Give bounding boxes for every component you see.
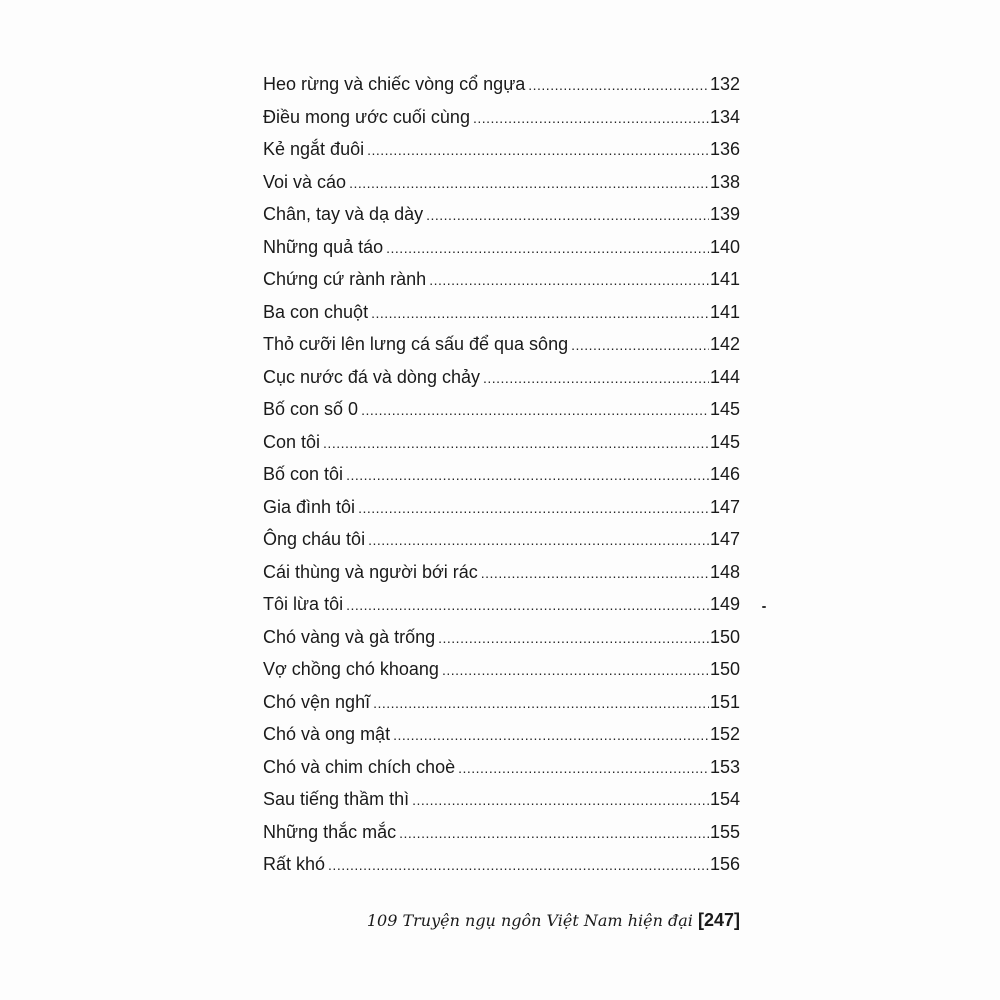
- toc-entry: [263, 497, 740, 530]
- toc-entry: [263, 789, 740, 822]
- toc-entry-title: Cục nước đá và dòng chảy: [263, 366, 480, 387]
- toc-entry-page-number: 147: [709, 529, 740, 549]
- toc-entry-page-number: 148: [709, 561, 740, 582]
- toc-dot-leader: [442, 663, 709, 677]
- toc-entry-title: Heo rừng và chiếc vòng cổ ngựa: [263, 74, 526, 94]
- toc-dot-leader: [481, 566, 709, 580]
- toc-entry-title: Kẻ ngắt đuôi: [263, 139, 365, 159]
- toc-entry-title: Cái thùng và người bới rác: [263, 561, 478, 582]
- toc-dot-leader: [393, 728, 709, 742]
- toc-dot-leader: [349, 176, 709, 190]
- toc-entry-title: Rất khó: [263, 854, 326, 874]
- toc-entry: [263, 594, 740, 627]
- toc-entry-page-number: 140: [709, 236, 740, 257]
- page-footer: [330, 910, 740, 931]
- footer-page-number: [247]: [697, 910, 740, 930]
- toc-entry: [263, 334, 740, 367]
- toc-entry-title: Chân, tay và dạ dày: [263, 204, 424, 224]
- toc-dot-leader: [399, 826, 709, 840]
- toc-entry-page-number: 142: [709, 334, 740, 354]
- toc-entry-page-number: 141: [709, 269, 740, 289]
- toc-entry-title: Chó và ong mật: [263, 724, 391, 744]
- toc-entry-page-number: 145: [709, 399, 740, 419]
- footer-book-title: 109 Truyện ngụ ngôn Việt Nam hiện đại: [366, 911, 693, 930]
- toc-entry-title: Ba con chuột: [263, 301, 369, 322]
- toc-entry-page-number: 141: [709, 301, 740, 322]
- toc-entry-page-number: 150: [709, 659, 740, 679]
- toc-entry-title: Ông cháu tôi: [263, 529, 366, 549]
- toc-entry-page-number: 154: [709, 789, 740, 809]
- toc-entry: [263, 529, 740, 562]
- toc-dot-leader: [328, 858, 709, 872]
- toc-dot-leader: [458, 761, 709, 775]
- toc-entry-title: Bố con số 0: [263, 399, 359, 419]
- toc-entry-page-number: 136: [709, 139, 740, 159]
- toc-entry: [263, 367, 740, 400]
- toc-entry-title: Thỏ cưỡi lên lưng cá sấu để qua sông: [263, 334, 569, 354]
- toc-entry-title: Chó vàng và gà trống: [263, 626, 436, 647]
- toc-entry-page-number: 151: [709, 691, 740, 712]
- toc-dot-leader: [358, 501, 709, 515]
- toc-entry-page-number: 138: [709, 171, 740, 192]
- toc-dot-leader: [368, 533, 709, 547]
- toc-entry-title: Vợ chồng chó khoang: [263, 659, 439, 679]
- toc-entry: [263, 659, 740, 692]
- toc-entry: [263, 139, 740, 172]
- toc-dot-leader: [361, 403, 709, 417]
- toc-entry: [263, 562, 740, 595]
- toc-entry-page-number: 153: [709, 756, 740, 777]
- toc-entry: [263, 432, 740, 465]
- toc-entry: [263, 172, 740, 205]
- toc-dot-leader: [346, 468, 709, 482]
- toc-entry-page-number: 146: [709, 464, 740, 484]
- toc-entry: [263, 757, 740, 790]
- toc-dot-leader: [438, 631, 709, 645]
- toc-entry: [263, 692, 740, 725]
- toc-entry: [263, 204, 740, 237]
- toc-entry-page-number: 144: [709, 366, 740, 387]
- toc-entry-page-number: 134: [709, 106, 740, 127]
- toc-dot-leader: [571, 338, 709, 352]
- toc-entry-page-number: 139: [709, 204, 740, 224]
- toc-dot-leader: [528, 78, 709, 92]
- toc-dot-leader: [426, 208, 709, 222]
- toc-entry-title: Gia đình tôi: [263, 496, 356, 517]
- toc-entry: [263, 74, 740, 107]
- toc-entry-title: Con tôi: [263, 431, 321, 452]
- print-speck: [762, 606, 766, 608]
- table-of-contents: [263, 74, 740, 887]
- toc-dot-leader: [429, 273, 709, 287]
- toc-entry: [263, 237, 740, 270]
- toc-dot-leader: [386, 241, 709, 255]
- toc-dot-leader: [323, 436, 709, 450]
- toc-entry-title: Những thắc mắc: [263, 821, 397, 842]
- toc-dot-leader: [371, 306, 709, 320]
- toc-entry: [263, 627, 740, 660]
- toc-dot-leader: [473, 111, 709, 125]
- toc-entry-page-number: 145: [709, 431, 740, 452]
- toc-entry-title: Chó và chim chích choè: [263, 756, 456, 777]
- toc-dot-leader: [367, 143, 709, 157]
- toc-entry: [263, 399, 740, 432]
- toc-entry-page-number: 132: [709, 74, 740, 94]
- toc-entry-page-number: 150: [709, 626, 740, 647]
- toc-entry: [263, 724, 740, 757]
- toc-entry-title: Bố con tôi: [263, 464, 344, 484]
- toc-entry-page-number: 149: [709, 594, 740, 614]
- toc-entry-title: Chó vện nghĩ: [263, 691, 371, 712]
- toc-dot-leader: [483, 371, 709, 385]
- toc-entry-title: Voi và cáo: [263, 171, 347, 192]
- toc-entry-page-number: 147: [709, 496, 740, 517]
- toc-entry-title: Sau tiếng thầm thì: [263, 789, 410, 809]
- toc-entry: [263, 464, 740, 497]
- toc-entry-title: Chứng cứ rành rành: [263, 269, 427, 289]
- toc-dot-leader: [412, 793, 709, 807]
- toc-entry-page-number: 152: [709, 724, 740, 744]
- toc-entry-title: Những quả táo: [263, 236, 384, 257]
- toc-entry-title: Tôi lừa tôi: [263, 594, 344, 614]
- toc-entry: [263, 302, 740, 335]
- toc-entry: [263, 107, 740, 140]
- toc-entry: [263, 854, 740, 887]
- toc-entry-title: Điều mong ước cuối cùng: [263, 106, 470, 127]
- toc-dot-leader: [373, 696, 709, 710]
- toc-entry-page-number: 156: [709, 854, 740, 874]
- toc-entry: [263, 822, 740, 855]
- toc-entry-page-number: 155: [709, 821, 740, 842]
- toc-dot-leader: [346, 598, 709, 612]
- toc-entry: [263, 269, 740, 302]
